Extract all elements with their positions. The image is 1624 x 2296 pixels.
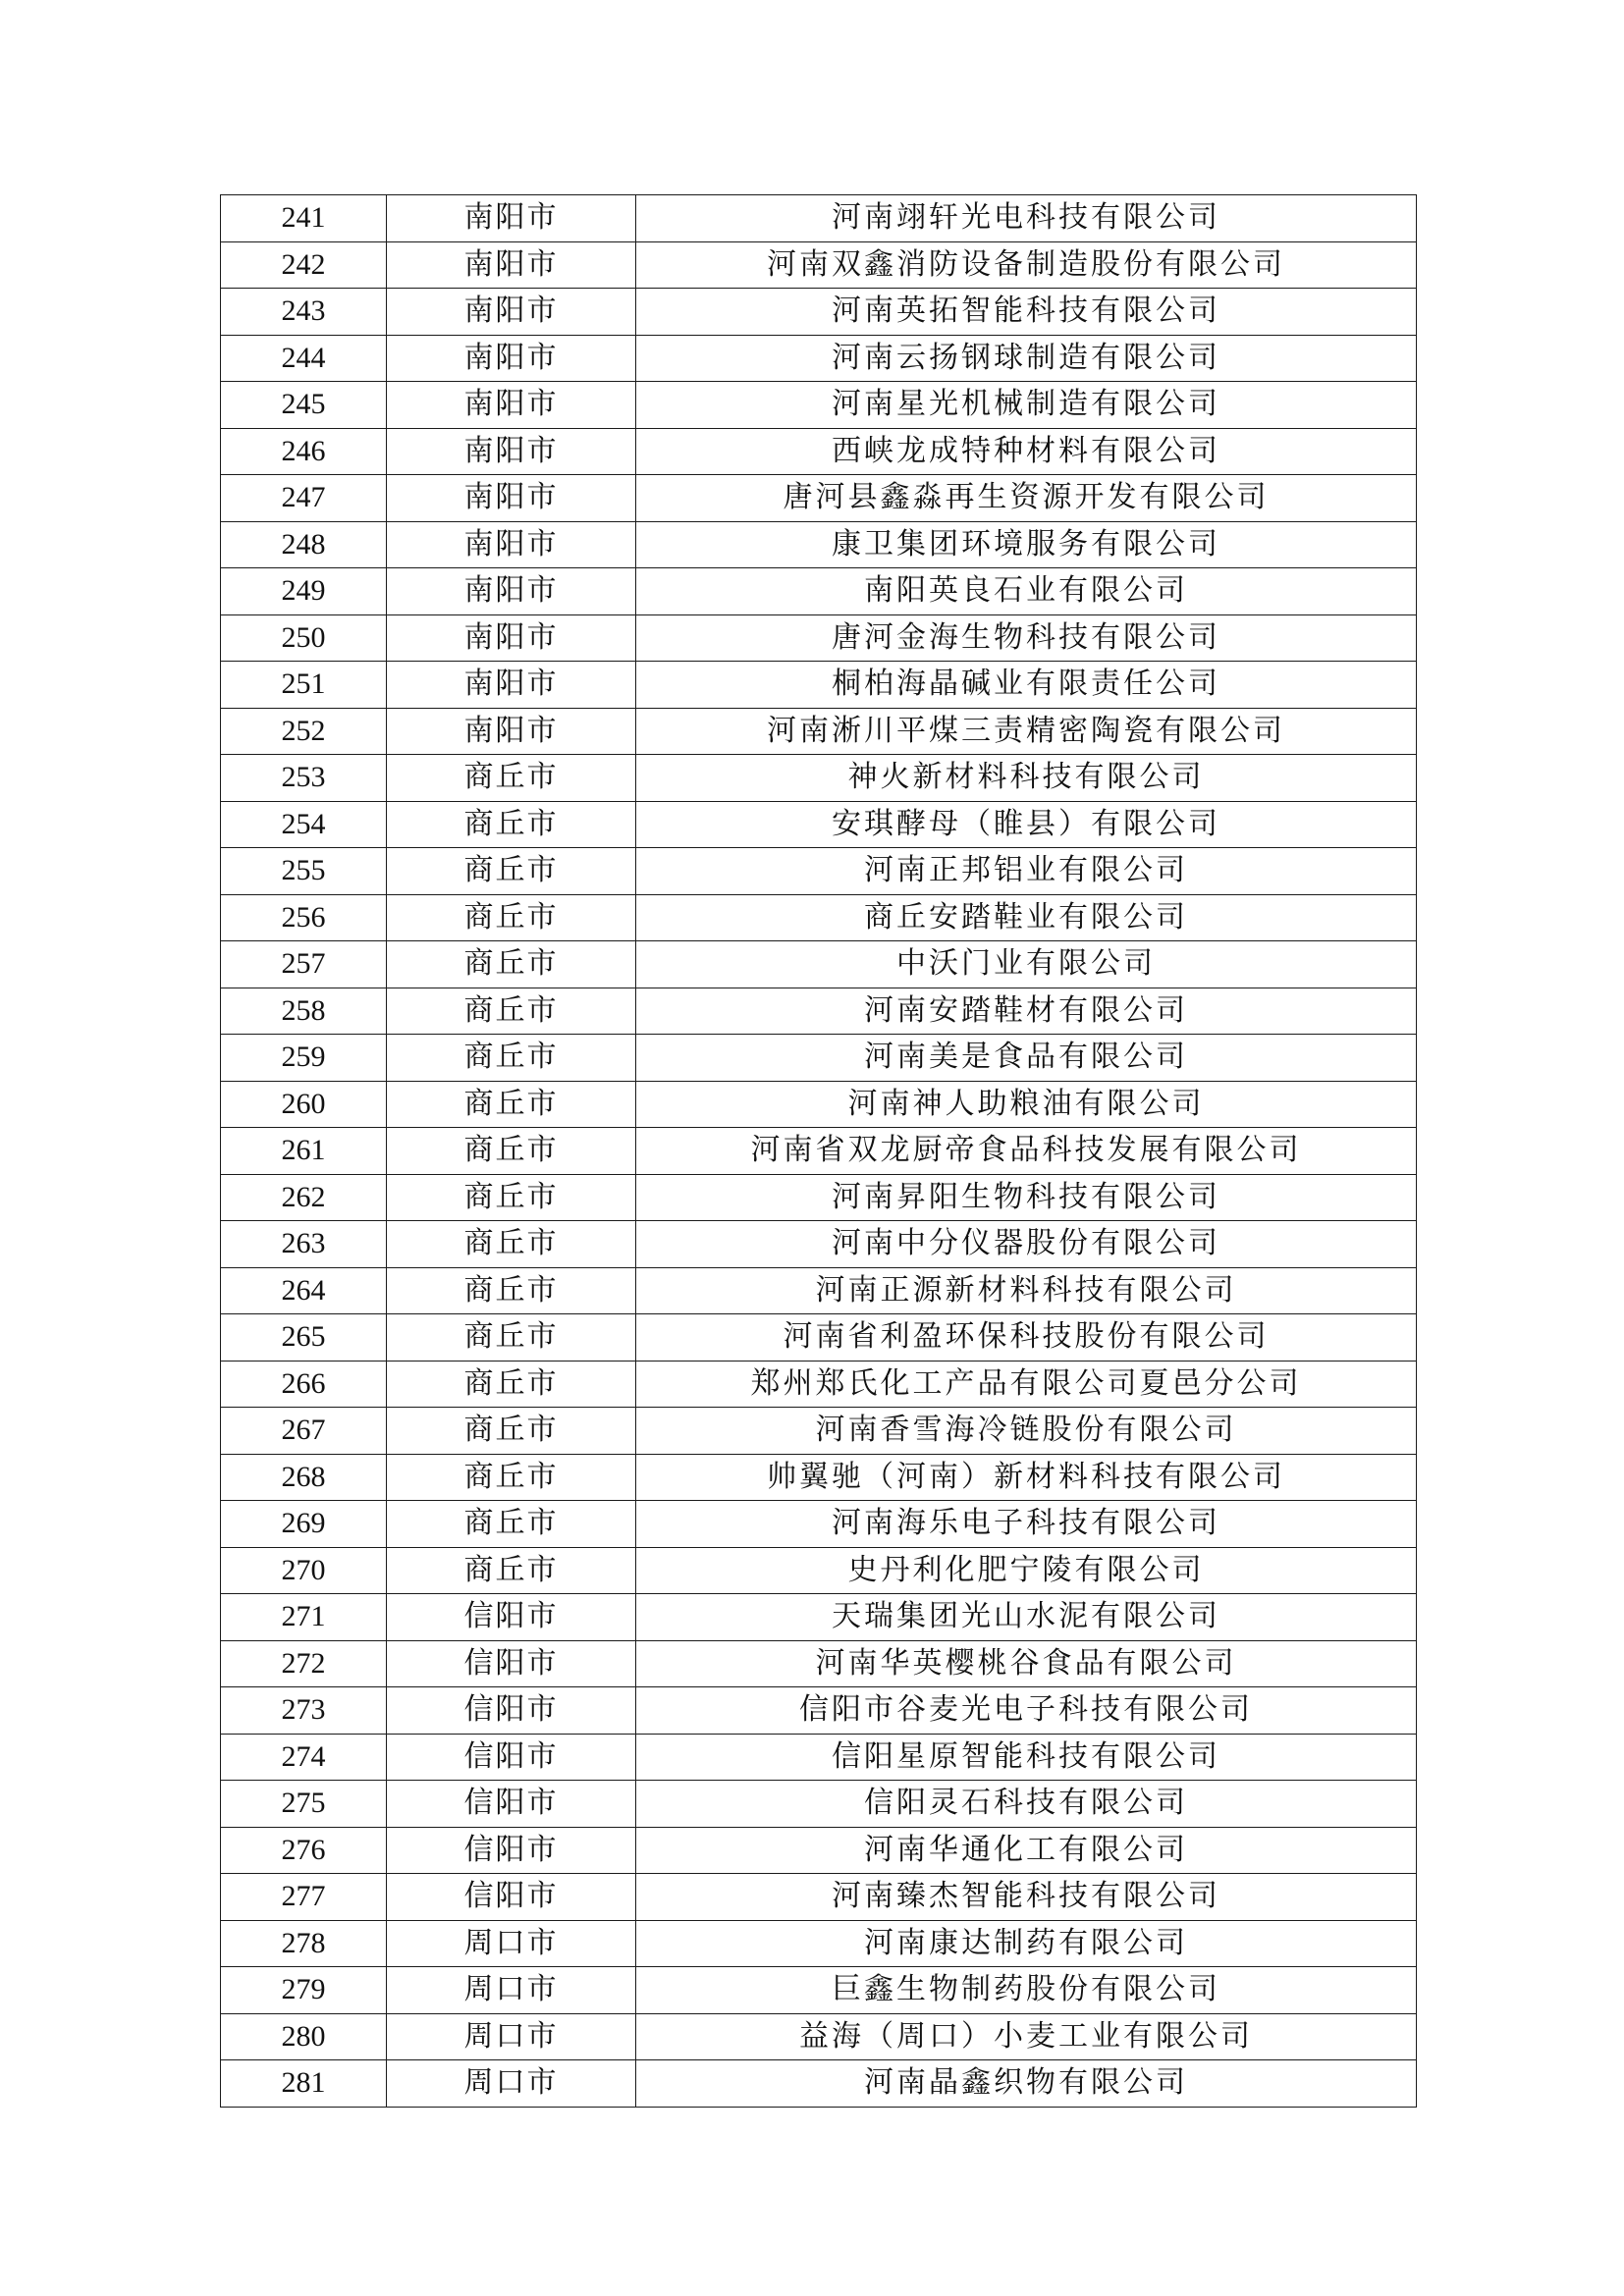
- row-number: 267: [221, 1408, 387, 1455]
- row-number: 246: [221, 428, 387, 475]
- company-name-cell: 中沃门业有限公司: [636, 941, 1417, 988]
- table-row: [221, 1734, 1417, 1781]
- city-cell: 商丘市: [387, 1267, 636, 1314]
- table-row: [221, 614, 1417, 662]
- table-row: [221, 1687, 1417, 1735]
- row-number: 247: [221, 475, 387, 522]
- company-name-cell: 河南安踏鞋材有限公司: [636, 988, 1417, 1035]
- company-name-cell: 康卫集团环境服务有限公司: [636, 521, 1417, 568]
- row-number: 253: [221, 755, 387, 802]
- company-name-cell: 河南省利盈环保科技股份有限公司: [636, 1314, 1417, 1362]
- table-row: [221, 1314, 1417, 1362]
- city-cell: 信阳市: [387, 1781, 636, 1828]
- table-row: [221, 1081, 1417, 1128]
- row-number: 272: [221, 1640, 387, 1687]
- city-cell: 商丘市: [387, 894, 636, 941]
- table-row: [221, 1920, 1417, 1967]
- city-cell: 商丘市: [387, 1081, 636, 1128]
- row-number: 251: [221, 662, 387, 709]
- company-name-cell: 河南晶鑫织物有限公司: [636, 2060, 1417, 2108]
- city-cell: 信阳市: [387, 1594, 636, 1641]
- company-name-cell: 巨鑫生物制药股份有限公司: [636, 1967, 1417, 2014]
- city-cell: 周口市: [387, 1967, 636, 2014]
- table-row: [221, 1174, 1417, 1221]
- table-row: [221, 801, 1417, 848]
- company-name-cell: 神火新材料科技有限公司: [636, 755, 1417, 802]
- city-cell: 商丘市: [387, 1501, 636, 1548]
- row-number: 281: [221, 2060, 387, 2108]
- table-body: [221, 195, 1417, 2108]
- table-row: [221, 1221, 1417, 1268]
- row-number: 278: [221, 1920, 387, 1967]
- table-row: [221, 1454, 1417, 1501]
- row-number: 259: [221, 1035, 387, 1082]
- table-row: [221, 195, 1417, 242]
- city-cell: 信阳市: [387, 1874, 636, 1921]
- company-name-cell: 河南海乐电子科技有限公司: [636, 1501, 1417, 1548]
- city-cell: 商丘市: [387, 1128, 636, 1175]
- company-name-cell: 信阳灵石科技有限公司: [636, 1781, 1417, 1828]
- city-cell: 信阳市: [387, 1687, 636, 1735]
- table-row: [221, 1267, 1417, 1314]
- city-cell: 信阳市: [387, 1640, 636, 1687]
- company-name-cell: 信阳星原智能科技有限公司: [636, 1734, 1417, 1781]
- company-name-cell: 河南臻杰智能科技有限公司: [636, 1874, 1417, 1921]
- table-row: [221, 1781, 1417, 1828]
- table-row: [221, 1640, 1417, 1687]
- table-row: [221, 1361, 1417, 1408]
- city-cell: 南阳市: [387, 289, 636, 336]
- company-name-cell: 河南淅川平煤三责精密陶瓷有限公司: [636, 708, 1417, 755]
- row-number: 249: [221, 568, 387, 615]
- row-number: 252: [221, 708, 387, 755]
- table-row: [221, 1874, 1417, 1921]
- row-number: 241: [221, 195, 387, 242]
- table-row: [221, 662, 1417, 709]
- city-cell: 南阳市: [387, 195, 636, 242]
- city-cell: 周口市: [387, 2013, 636, 2060]
- company-name-cell: 河南美是食品有限公司: [636, 1035, 1417, 1082]
- company-name-cell: 河南神人助粮油有限公司: [636, 1081, 1417, 1128]
- company-name-cell: 河南英拓智能科技有限公司: [636, 289, 1417, 336]
- city-cell: 南阳市: [387, 521, 636, 568]
- city-cell: 商丘市: [387, 848, 636, 895]
- table-row: [221, 1128, 1417, 1175]
- table-row: [221, 1827, 1417, 1874]
- table-row: [221, 848, 1417, 895]
- company-name-cell: 郑州郑氏化工产品有限公司夏邑分公司: [636, 1361, 1417, 1408]
- company-name-cell: 史丹利化肥宁陵有限公司: [636, 1547, 1417, 1594]
- company-name-cell: 西峡龙成特种材料有限公司: [636, 428, 1417, 475]
- table-row: [221, 1547, 1417, 1594]
- city-cell: 南阳市: [387, 708, 636, 755]
- city-cell: 南阳市: [387, 568, 636, 615]
- city-cell: 南阳市: [387, 241, 636, 289]
- row-number: 271: [221, 1594, 387, 1641]
- city-cell: 南阳市: [387, 475, 636, 522]
- row-number: 262: [221, 1174, 387, 1221]
- row-number: 280: [221, 2013, 387, 2060]
- city-cell: 信阳市: [387, 1734, 636, 1781]
- table-row: [221, 382, 1417, 429]
- company-name-cell: 南阳英良石业有限公司: [636, 568, 1417, 615]
- company-name-cell: 河南双鑫消防设备制造股份有限公司: [636, 241, 1417, 289]
- city-cell: 南阳市: [387, 662, 636, 709]
- company-list-table: [220, 194, 1417, 2108]
- table-row: [221, 1035, 1417, 1082]
- table-row: [221, 568, 1417, 615]
- row-number: 243: [221, 289, 387, 336]
- city-cell: 周口市: [387, 1920, 636, 1967]
- city-cell: 商丘市: [387, 988, 636, 1035]
- city-cell: 商丘市: [387, 801, 636, 848]
- company-name-cell: 河南华通化工有限公司: [636, 1827, 1417, 1874]
- city-cell: 商丘市: [387, 1221, 636, 1268]
- company-name-cell: 河南正邦铝业有限公司: [636, 848, 1417, 895]
- table-row: [221, 2013, 1417, 2060]
- table-row: [221, 1594, 1417, 1641]
- city-cell: 商丘市: [387, 941, 636, 988]
- city-cell: 南阳市: [387, 335, 636, 382]
- city-cell: 商丘市: [387, 1408, 636, 1455]
- table-row: [221, 289, 1417, 336]
- company-name-cell: 河南昇阳生物科技有限公司: [636, 1174, 1417, 1221]
- company-name-cell: 河南云扬钢球制造有限公司: [636, 335, 1417, 382]
- table-row: [221, 988, 1417, 1035]
- table-row: [221, 1408, 1417, 1455]
- row-number: 266: [221, 1361, 387, 1408]
- city-cell: 商丘市: [387, 1547, 636, 1594]
- row-number: 279: [221, 1967, 387, 2014]
- table-row: [221, 1501, 1417, 1548]
- city-cell: 南阳市: [387, 382, 636, 429]
- company-name-cell: 信阳市谷麦光电子科技有限公司: [636, 1687, 1417, 1735]
- table-row: [221, 428, 1417, 475]
- row-number: 258: [221, 988, 387, 1035]
- row-number: 265: [221, 1314, 387, 1362]
- company-name-cell: 河南中分仪器股份有限公司: [636, 1221, 1417, 1268]
- company-name-cell: 唐河金海生物科技有限公司: [636, 614, 1417, 662]
- table-row: [221, 2060, 1417, 2108]
- city-cell: 商丘市: [387, 1314, 636, 1362]
- city-cell: 信阳市: [387, 1827, 636, 1874]
- company-name-cell: 安琪酵母（睢县）有限公司: [636, 801, 1417, 848]
- row-number: 277: [221, 1874, 387, 1921]
- company-name-cell: 河南星光机械制造有限公司: [636, 382, 1417, 429]
- company-name-cell: 河南华英樱桃谷食品有限公司: [636, 1640, 1417, 1687]
- table-row: [221, 755, 1417, 802]
- row-number: 242: [221, 241, 387, 289]
- row-number: 275: [221, 1781, 387, 1828]
- table-row: [221, 475, 1417, 522]
- table-row: [221, 894, 1417, 941]
- row-number: 264: [221, 1267, 387, 1314]
- row-number: 268: [221, 1454, 387, 1501]
- city-cell: 南阳市: [387, 614, 636, 662]
- row-number: 256: [221, 894, 387, 941]
- company-name-cell: 河南省双龙厨帝食品科技发展有限公司: [636, 1128, 1417, 1175]
- row-number: 248: [221, 521, 387, 568]
- company-name-cell: 河南康达制药有限公司: [636, 1920, 1417, 1967]
- row-number: 250: [221, 614, 387, 662]
- row-number: 276: [221, 1827, 387, 1874]
- row-number: 244: [221, 335, 387, 382]
- company-name-cell: 河南香雪海冷链股份有限公司: [636, 1408, 1417, 1455]
- city-cell: 商丘市: [387, 1454, 636, 1501]
- city-cell: 商丘市: [387, 1174, 636, 1221]
- row-number: 273: [221, 1687, 387, 1735]
- row-number: 257: [221, 941, 387, 988]
- city-cell: 周口市: [387, 2060, 636, 2108]
- city-cell: 商丘市: [387, 1035, 636, 1082]
- company-name-cell: 帅翼驰（河南）新材料科技有限公司: [636, 1454, 1417, 1501]
- table-row: [221, 708, 1417, 755]
- company-name-cell: 天瑞集团光山水泥有限公司: [636, 1594, 1417, 1641]
- company-name-cell: 商丘安踏鞋业有限公司: [636, 894, 1417, 941]
- company-name-cell: 河南翊轩光电科技有限公司: [636, 195, 1417, 242]
- table-row: [221, 1967, 1417, 2014]
- row-number: 261: [221, 1128, 387, 1175]
- city-cell: 商丘市: [387, 755, 636, 802]
- company-name-cell: 益海（周口）小麦工业有限公司: [636, 2013, 1417, 2060]
- table-row: [221, 335, 1417, 382]
- row-number: 263: [221, 1221, 387, 1268]
- city-cell: 商丘市: [387, 1361, 636, 1408]
- row-number: 255: [221, 848, 387, 895]
- city-cell: 南阳市: [387, 428, 636, 475]
- company-name-cell: 桐柏海晶碱业有限责任公司: [636, 662, 1417, 709]
- row-number: 270: [221, 1547, 387, 1594]
- row-number: 269: [221, 1501, 387, 1548]
- company-name-cell: 河南正源新材料科技有限公司: [636, 1267, 1417, 1314]
- row-number: 274: [221, 1734, 387, 1781]
- row-number: 245: [221, 382, 387, 429]
- row-number: 254: [221, 801, 387, 848]
- table-row: [221, 941, 1417, 988]
- table-row: [221, 241, 1417, 289]
- company-name-cell: 唐河县鑫淼再生资源开发有限公司: [636, 475, 1417, 522]
- row-number: 260: [221, 1081, 387, 1128]
- table-row: [221, 521, 1417, 568]
